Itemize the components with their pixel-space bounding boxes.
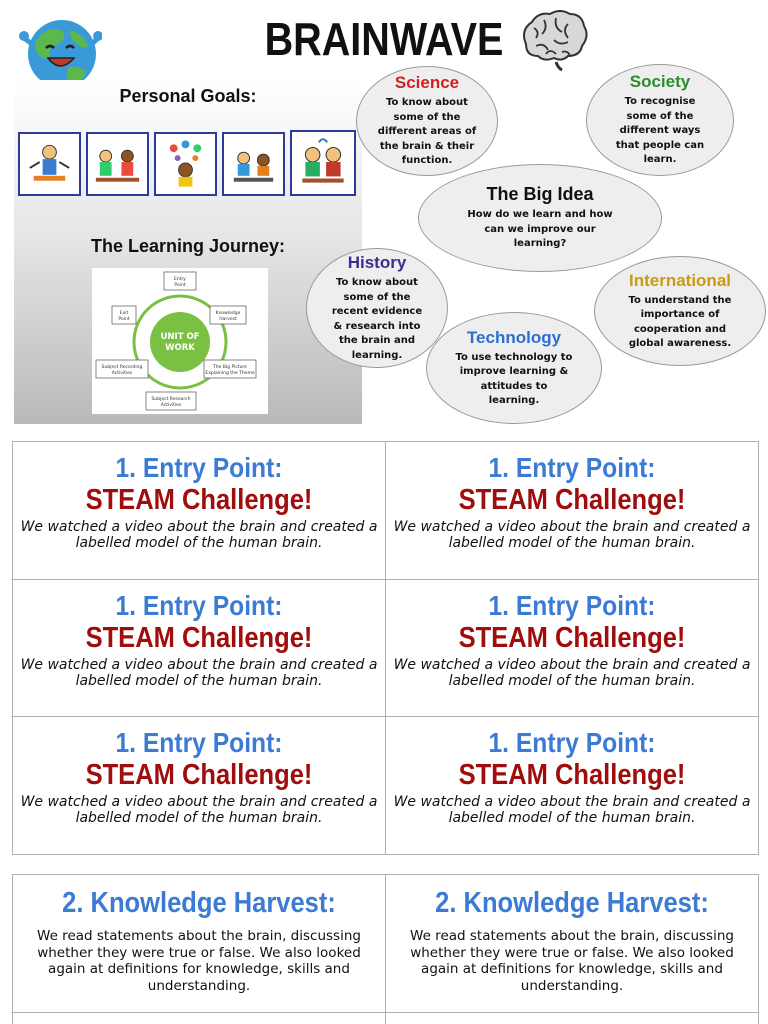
svg-text:Subject Recording: Subject Recording <box>101 365 143 370</box>
bubble-technology-title: Technology <box>466 327 562 347</box>
harvest-card-heading: 2. Knowledge Harvest: <box>62 887 336 919</box>
goal-card-3-image <box>154 132 217 196</box>
entry-card-text: We watched a video about the brain and created a labelled model of the human brain. <box>20 657 378 689</box>
brain-icon <box>516 10 588 72</box>
goal-card-4-image <box>222 132 285 196</box>
entry-card-heading: 1. Entry Point: <box>115 452 283 483</box>
harvest-card-2 <box>386 875 758 1013</box>
goal-card-1-image <box>18 132 81 196</box>
entry-card-text: We watched a video about the brain and created a labelled model of the human brain. <box>20 519 378 551</box>
bubble-big-idea-title: The Big Idea <box>486 184 594 205</box>
svg-text:Harvest: Harvest <box>219 317 237 322</box>
entry-card-subheading: STEAM Challenge! <box>85 759 313 791</box>
entry-card-subheading: STEAM Challenge! <box>458 484 686 516</box>
entry-card-text: We watched a video about the brain and created a labelled model of the human brain. <box>393 657 751 689</box>
entry-card-1 <box>13 442 386 580</box>
left-panel <box>14 80 362 424</box>
entry-point-grid <box>12 441 759 855</box>
bubble-society-text: To recognise some of the different ways that people can learn. <box>615 96 705 166</box>
harvest-card-heading: 2. Knowledge Harvest: <box>435 887 709 919</box>
svg-text:Knowledge: Knowledge <box>215 311 241 316</box>
entry-card-subheading: STEAM Challenge! <box>458 759 686 791</box>
bubble-technology-text: To use technology to improve learning & attitudes to learning. <box>455 351 573 406</box>
bubble-technology <box>426 312 602 424</box>
bubble-society-title: Society <box>629 72 691 92</box>
entry-card-subheading: STEAM Challenge! <box>85 484 313 516</box>
bubble-science <box>356 66 498 176</box>
svg-text:Explaining the Theme: Explaining the Theme <box>205 371 255 376</box>
bubble-international <box>594 256 766 366</box>
bubble-history-title: History <box>347 253 407 272</box>
entry-card-4 <box>386 580 758 717</box>
entry-card-5 <box>13 717 386 854</box>
page-title: BRAINWAVE <box>264 13 504 65</box>
svg-text:UNIT OF: UNIT OF <box>160 332 200 342</box>
entry-card-text: We watched a video about the brain and created a labelled model of the human brain. <box>393 519 751 551</box>
bubble-society <box>586 64 734 176</box>
bubble-history-text: To know about some of the recent evidence & research into the brain and learning. <box>331 277 423 361</box>
entry-card-text: We watched a video about the brain and created a labelled model of the human brain. <box>393 794 751 826</box>
learning-journey-heading: The Learning Journey: <box>90 236 286 256</box>
svg-text:Point: Point <box>174 283 186 288</box>
knowledge-harvest-grid <box>12 874 759 1024</box>
harvest-card-text: We read statements about the brain, discussing whether they were true or false. We also looked again at definitions for knowledge, skills and understanding. <box>37 928 361 994</box>
entry-card-3 <box>13 580 386 717</box>
entry-card-heading: 1. Entry Point: <box>488 452 656 483</box>
bubble-international-title: International <box>628 270 731 290</box>
svg-text:Activities: Activities <box>111 371 133 376</box>
bubble-international-text: To understand the importance of cooperation and global awareness. <box>628 294 732 349</box>
entry-card-subheading: STEAM Challenge! <box>458 622 686 654</box>
entry-card-heading: 1. Entry Point: <box>115 727 283 758</box>
svg-text:Activities: Activities <box>160 403 182 408</box>
entry-card-heading: 1. Entry Point: <box>488 590 656 621</box>
svg-text:WORK: WORK <box>165 343 195 353</box>
harvest-card-4 <box>386 1013 758 1024</box>
bubble-science-text: To know about some of the different areas of the brain & their function. <box>377 97 477 167</box>
learning-journey-diagram <box>92 268 268 414</box>
entry-card-subheading: STEAM Challenge! <box>85 622 313 654</box>
personal-goals-heading: Personal Goals: <box>119 86 257 106</box>
svg-text:Entry: Entry <box>174 277 186 282</box>
svg-text:Exit: Exit <box>119 311 129 316</box>
svg-text:Point: Point <box>118 317 130 322</box>
goal-card-5-image <box>290 130 356 196</box>
bubble-big-idea-text: How do we learn and how can we improve our learning? <box>467 209 613 250</box>
harvest-card-1 <box>13 875 386 1013</box>
goal-card-2-image <box>86 132 149 196</box>
entry-card-heading: 1. Entry Point: <box>115 590 283 621</box>
svg-text:The Big Picture: The Big Picture <box>213 365 247 370</box>
entry-card-6 <box>386 717 758 854</box>
harvest-card-text: We read statements about the brain, discussing whether they were true or false. We also looked again at definitions for knowledge, skills and understanding. <box>410 928 734 994</box>
bubble-science-title: Science <box>394 73 460 93</box>
entry-card-2 <box>386 442 758 580</box>
bubble-history <box>306 248 448 368</box>
bubble-big-idea <box>418 164 662 272</box>
svg-text:Subject Research: Subject Research <box>151 397 191 402</box>
harvest-card-3 <box>13 1013 386 1024</box>
entry-card-text: We watched a video about the brain and created a labelled model of the human brain. <box>20 794 378 826</box>
entry-card-heading: 1. Entry Point: <box>488 727 656 758</box>
